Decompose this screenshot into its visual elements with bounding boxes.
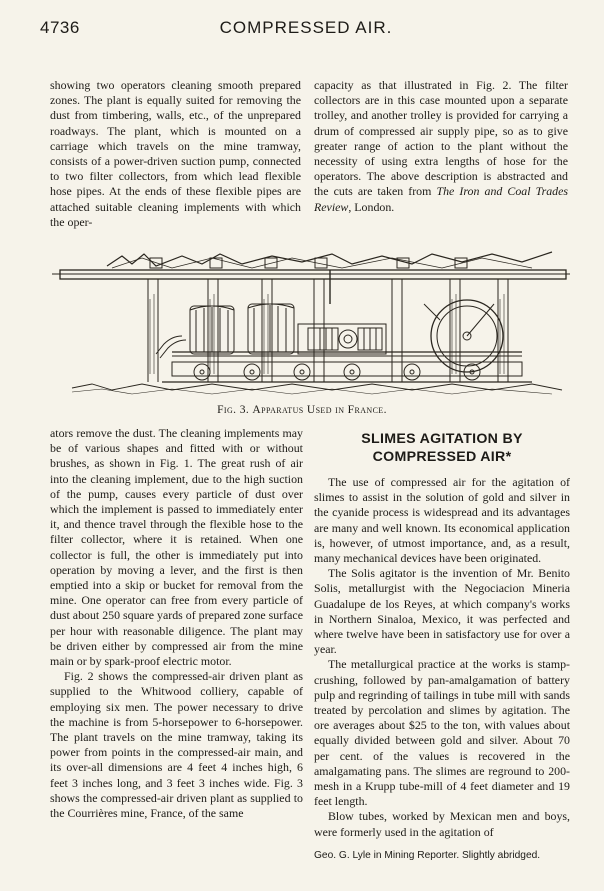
page-header	[40, 18, 572, 44]
top-left-column	[50, 78, 301, 230]
body-paragraph: The use of compressed air for the agitation of slimes to assist in the solution of gold and silver in the cyanide process is widespread and its advantages are many and well known. Its economical application is, however, of utmost importance, and, as a result, many mechanical devices have been originated.	[314, 475, 570, 566]
bottom-right-column	[314, 426, 570, 863]
top-right-column	[314, 78, 568, 215]
mine-dust-plant-drawing	[52, 244, 570, 402]
body-paragraph: ators remove the dust. The cleaning implements may be of various shapes and fitted with or without brushes, as shown in Fig. 1. The great rush of air into the cleaning implement, due to the high suction of the pump, causes every particle of dust over which the implement is passed to immediately enter it, and thence travel through the flexible hose to the filter collector, where it is retained. When one collector is full, the other is immediately put into operation by moving a lever, and the first is then emptied into a skip or bucket for removal from the mine. One operator can free from every particle of dust about 250 square yards of prepared zone surface per hour with reasonable diligence. The plant may be driven either by compressed air from the mine main or by spark-proof electric motor.	[50, 426, 303, 669]
running-title: COMPRESSED AIR.	[219, 18, 393, 37]
body-paragraph	[314, 78, 568, 215]
figure-apparatus-illustration	[52, 244, 570, 402]
body-paragraph: The Solis agitator is the invention of Mr. Benito Solis, metallurgist with the Negociacion Mineria Guadalupe de los Reyes, at which company's works in Northern Sinaloa, Mexico, it was perfected and where twelve have been in satisfactory use for over a year.	[314, 566, 570, 657]
body-paragraph: showing two operators cleaning smooth prepared zones. The plant is equally suited for removing the dust from timbering, walls, etc., of the unprepared roadways. The plant, which is mounted on a carriage which travels on the mine tramway, consists of a power-driven suction pump, connected to two filter collectors, from which lead flexible hose pipes. At the ends of these flexible pipes are attached suitable cleaning implements with which the oper-	[50, 78, 301, 229]
figure-caption	[0, 404, 604, 416]
section-heading: SLIMES AGITATION BY COMPRESSED AIR*	[361, 431, 523, 465]
paragraph-text: , London.	[348, 199, 395, 214]
body-paragraph: The metallurgical practice at the works is stamp-crushing, followed by pan-amalgamation of battery pulp and regrinding of tailings in tube mill with sands treated by percolation and slimes by agitation. The ore averages about $25 to the ton, with values about equally divided between gold and silver. About 70 per cent. of the values is recovered in the amalgamating pans. The slimes are reground to 200-mesh in a Krupp tube-mill of 4 feet diameter and 19 feet length.	[314, 657, 570, 809]
figure-label: Fig. 3.	[217, 404, 250, 416]
body-paragraph: Blow tubes, worked by Mexican men and boys, were formerly used in the agitation of	[314, 809, 570, 839]
figure-caption-text: Apparatus Used in France.	[252, 404, 387, 416]
paragraph-text: capacity as that illustrated in Fig. 2. The filter collectors are in this case mounted upon a separate trolley, and another trolley is provided for carrying a drum of compressed air supply pipe, so as to give greater range of action to the plant without the necessity of using extra lengths of hose for the operators. The above description is abstracted and the cuts are taken from	[314, 78, 568, 199]
bottom-left-column	[50, 426, 303, 821]
body-paragraph: Fig. 2 shows the compressed-air driven plant as supplied to the Whitwood colliery, capable of employing six men. The power necessary to drive the machine is from 5-horsepower to 6-horsepower. The plant travels on the mine tramway, taking its power from points in the compressed-air main, and its over-all dimensions are 4 feet 4 inches high, 6 feet 3 inches long, and 3 feet 3 inches wide. Fig. 3 shows the compressed-air driven plant as supplied to the Courrières mine, France, of the same	[50, 669, 303, 821]
source-title: The Iron and Coal Trades Review	[314, 184, 569, 214]
page-number: 4736	[40, 18, 80, 37]
author-note: Geo. G. Lyle in Mining Reporter. Slightly abridged.	[314, 849, 541, 861]
